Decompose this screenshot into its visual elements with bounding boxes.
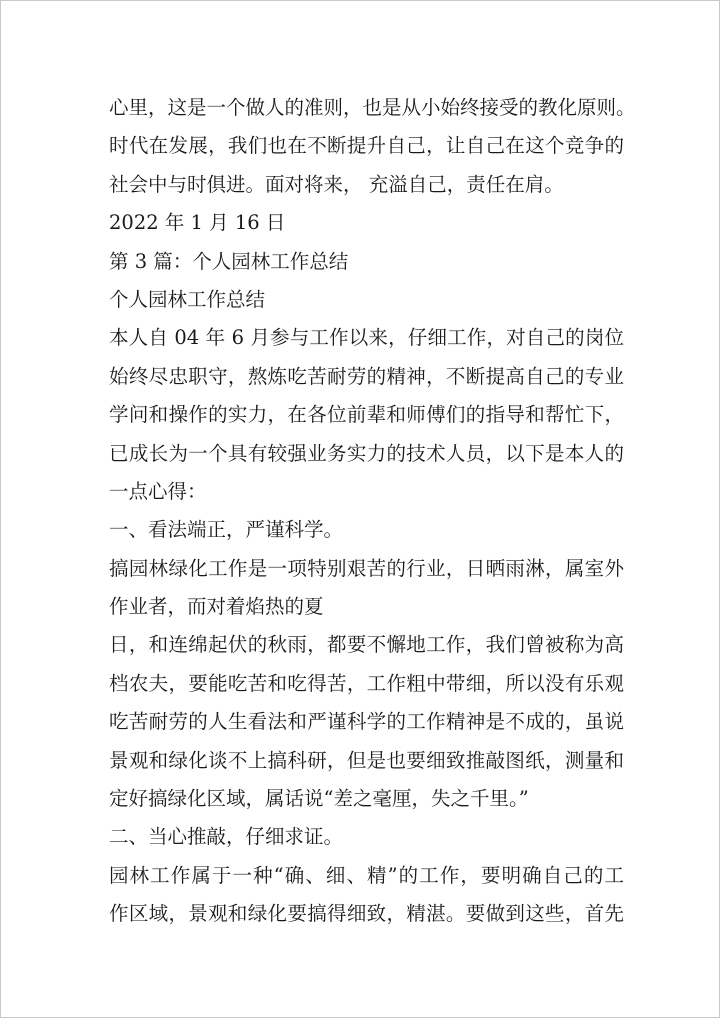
text-line: 一点心得：	[109, 479, 207, 503]
text-line: 日，和连绵起伏的秋雨，都要不懈地工作，我们曾被称为高	[109, 633, 624, 657]
text-line: 第 3 篇：个人园林工作总结	[109, 249, 349, 273]
text-line: 已成长为一个具有较强业务实力的技术人员，以下是本人的	[109, 441, 624, 465]
text-line: 档农夫，要能吃苦和吃得苦，工作粗中带细，所以没有乐观	[109, 671, 624, 695]
text-line: 一、看法端正，严谨科学。	[109, 518, 344, 542]
text-line: 时代在发展，我们也在不断提升自己，让自己在这个竞争的	[109, 134, 624, 158]
text-line: 园林工作属于一种“确、细、精”的工作，要明确自己的工	[109, 863, 624, 887]
text-line: 2022 年 1 月 16 日	[109, 211, 286, 235]
text-line: 景观和绿化谈不上搞科研，但是也要细致推敲图纸，测量和	[109, 748, 624, 772]
text-line: 个人园林工作总结	[109, 287, 266, 311]
text-line: 搞园林绿化工作是一项特别艰苦的行业，日晒雨淋，属室外	[109, 556, 624, 580]
text-line: 始终尽忠职守，熬炼吃苦耐劳的精神，不断提高自己的专业	[109, 364, 624, 388]
text-line: 社会中与时俱进。面对将来， 充溢自己，责任在肩。	[109, 172, 564, 196]
text-line: 二、当心推敲，仔细求证。	[109, 825, 344, 849]
text-line: 定好搞绿化区域，属话说“差之毫厘，失之千里。”	[109, 787, 529, 811]
document-body	[109, 89, 636, 934]
text-line: 作区域，景观和绿化要搞得细致，精湛。要做到这些，首先	[109, 902, 624, 926]
text-line: 心里，这是一个做人的准则，也是从小始终接受的教化原则。	[109, 96, 636, 119]
text-line: 学问和操作的实力，在各位前辈和师傅们的指导和帮忙下，	[109, 403, 624, 427]
text-line: 吃苦耐劳的人生看法和严谨科学的工作精神是不成的，虽说	[109, 710, 624, 734]
text-line: 本人自 04 年 6 月参与工作以来，仔细工作，对自己的岗位	[109, 326, 624, 350]
text-line: 作业者，而对着焰热的夏	[109, 595, 324, 619]
